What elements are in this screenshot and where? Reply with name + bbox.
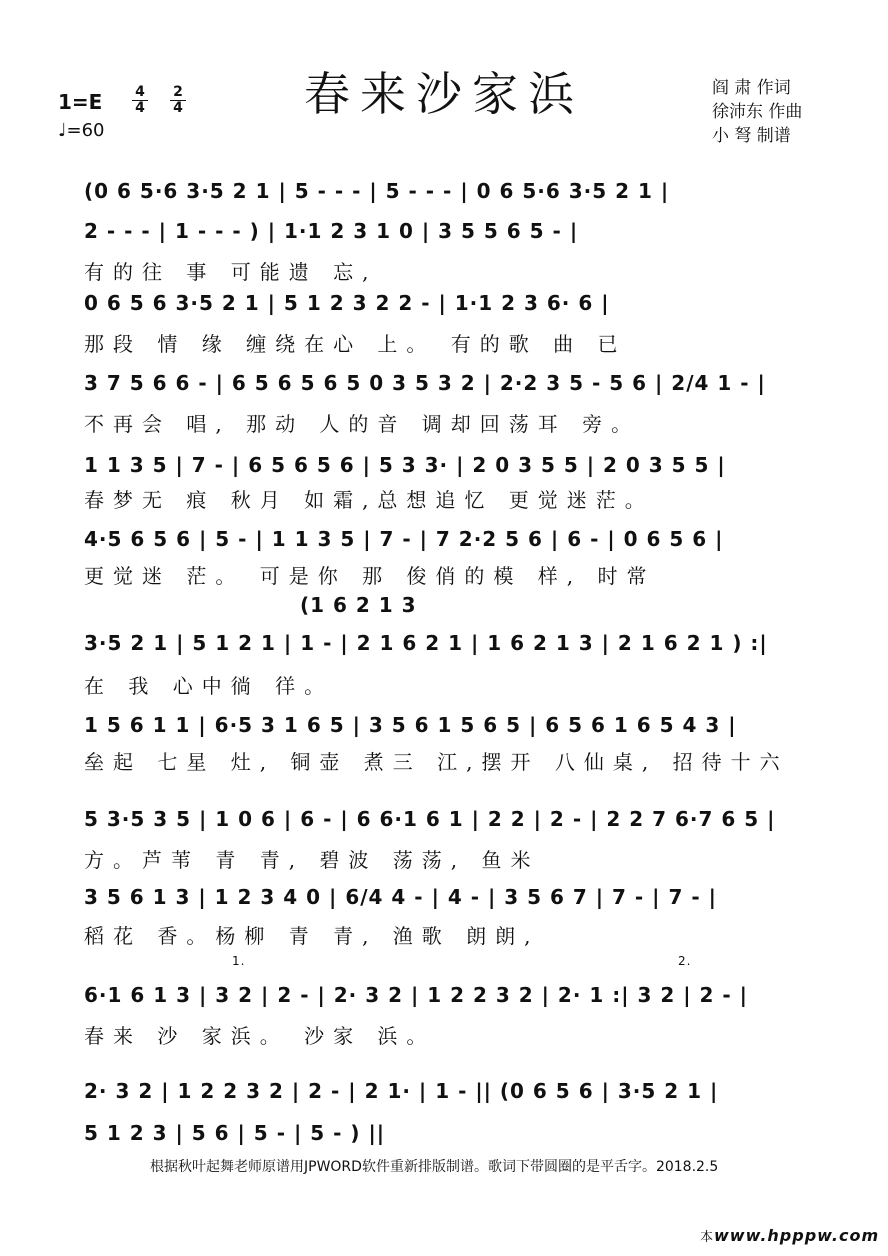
score-row [84, 806, 828, 846]
notes-line: 3·5 2 1 | 5 1 2 1 | 1 - | 2 1 6 2 1 | 1 6 2 1 3 | 2 1 6 2 1 ) :| [84, 631, 768, 655]
watermark [700, 1226, 879, 1245]
lyric-line: 不再会 唱, 那动 人的音 调却回荡耳 旁。 [84, 412, 641, 436]
tempo-marking: ♩=60 [58, 120, 105, 141]
notes-line: 2 - - - | 1 - - - ) | 1·1 2 3 1 0 | 3 5 5 6 5 - | [84, 219, 579, 243]
time-signature-4-4: 4 4 [132, 86, 148, 115]
lyric-line: 有的往 事 可能遗 忘, [84, 260, 378, 284]
notes-line: 6·1 6 1 3 | 3 2 | 2 - | 2· 3 2 | 1 2 2 3 2 | 2· 1 :| 3 2 | 2 - | [84, 983, 748, 1007]
notes-line: 0 6 5 6 3·5 2 1 | 5 1 2 3 2 2 - | 1·1 2 3 6· 6 | [84, 291, 610, 315]
score-row [84, 982, 828, 1022]
score-row [84, 630, 828, 670]
lyric-line: 方。芦苇 青 青, 碧波 荡荡, 鱼米 [84, 848, 540, 872]
key-signature: 1=E [58, 90, 103, 114]
lyricist: 阎 肃 作词 [712, 78, 791, 98]
lyric-line: 春来 沙 家浜。 沙家 浜。 [84, 1024, 436, 1048]
score-row [84, 370, 828, 410]
notes-line: 5 1 2 3 | 5 6 | 5 - | 5 - ) || [84, 1121, 386, 1145]
notes-line: (0 6 5·6 3·5 2 1 | 5 - - - | 5 - - - | 0 6 5·6 3·5 2 1 | [84, 179, 670, 203]
score-row [84, 1120, 828, 1160]
score-row [84, 1078, 828, 1118]
composer: 徐沛东 作曲 [712, 102, 803, 122]
footer-note: 根据秋叶起舞老师原谱用JPWORD软件重新排版制谱。歌词下带圆圈的是平舌字。2018.2.5 [150, 1159, 719, 1175]
lyric-line: 垒起 七星 灶, 铜壶 煮三 江,摆开 八仙桌, 招待十六 [84, 750, 789, 774]
intro-ossia: (1 6 2 1 3 [300, 593, 417, 617]
watermark-site: www.hpppw.com [714, 1226, 880, 1245]
watermark-prefix: 本 [700, 1230, 715, 1245]
score-row [84, 218, 828, 258]
time-signature-2-4: 2 4 [170, 86, 186, 115]
notes-line: 1 1 3 5 | 7 - | 6 5 6 5 6 | 5 3 3· | 2 0 3 5 5 | 2 0 3 5 5 | [84, 453, 726, 477]
lyric-line: 那段 情 缘 缠绕在心 上。 有的歌 曲 已 [84, 332, 627, 356]
lyric-line: 春梦无 痕 秋月 如霜,总想追忆 更觉迷茫。 [84, 488, 654, 512]
volta-first: 1. [232, 954, 246, 968]
notes-line: 5 3·5 3 5 | 1 0 6 | 6 - | 6 6·1 6 1 | 2 2 | 2 - | 2 2 7 6·7 6 5 | [84, 807, 776, 831]
notes-line: 1 5 6 1 1 | 6·5 3 1 6 5 | 3 5 6 1 5 6 5 | 6 5 6 1 6 5 4 3 | [84, 713, 737, 737]
notes-line: 3 5 6 1 3 | 1 2 3 4 0 | 6/4 4 - | 4 - | 3 5 6 7 | 7 - | 7 - | [84, 885, 717, 909]
volta-second: 2. [678, 954, 692, 968]
score-row [84, 178, 828, 218]
score-row [84, 884, 828, 924]
lyric-line: 在 我 心中徜 徉。 [84, 674, 334, 698]
lyric-line: 更觉迷 茫。 可是你 那 俊俏的模 样, 时常 [84, 564, 656, 588]
notes-line: 2· 3 2 | 1 2 2 3 2 | 2 - | 2 1· | 1 - || (0 6 5 6 | 3·5 2 1 | [84, 1079, 719, 1103]
page-title: 春来沙家浜 [304, 67, 584, 121]
score-row [84, 290, 828, 330]
arranger: 小 弩 制谱 [712, 126, 791, 146]
notes-line: 3 7 5 6 6 - | 6 5 6 5 6 5 0 3 5 3 2 | 2·2 3 5 - 5 6 | 2/4 1 - | [84, 371, 766, 395]
credits [712, 76, 802, 148]
notes-line: 4·5 6 5 6 | 5 - | 1 1 3 5 | 7 - | 7 2·2 5 6 | 6 - | 0 6 5 6 | [84, 527, 724, 551]
lyric-line: 稻花 香。杨柳 青 青, 渔歌 朗朗, [84, 924, 540, 948]
